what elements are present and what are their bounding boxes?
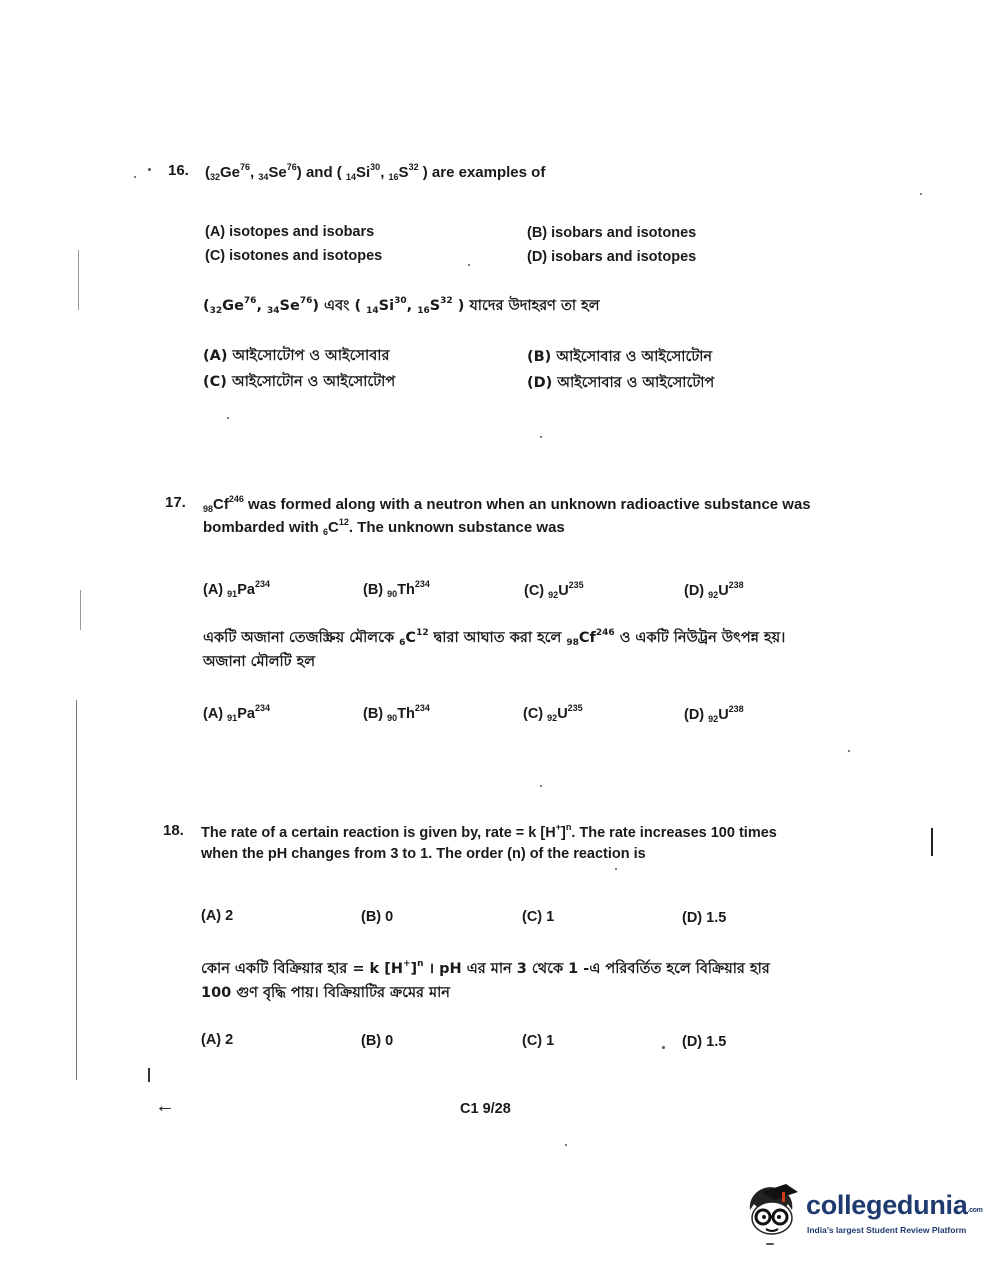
option-c-bn: (C) 1 [522,1033,555,1049]
left-arrow-icon: ← [155,1095,175,1117]
scan-mark [148,1068,150,1082]
option-c: (C) isotones and isotopes [205,248,383,264]
option-d-bn: (D) $_{92}U^{238}$ [684,704,744,724]
scan-speck [227,417,229,419]
option-d: (D) $_{92}U^{238}$ [684,580,744,600]
option-b-bn: (B) 0 [361,1033,394,1049]
scan-speck [615,868,617,870]
question-text-en-line2: bombarded with $_6C^{12}$. The unknown substance was [203,517,565,537]
option-b: (B) $_{90}Th^{234}$ [363,579,430,599]
option-c: (C) $_{92}U^{235}$ [524,580,584,600]
question-text-bn-line2: অজানা মৌলটি হল [203,654,316,670]
option-b: (B) isobars and isotones [527,225,697,241]
logo-tagline: India's largest Student Review Platform [807,1225,967,1235]
scan-speck [148,168,151,171]
option-b-bn: (B) $_{90}Th^{234}$ [363,703,430,723]
option-c-bn: (C) $_{92}U^{235}$ [523,703,583,723]
scan-speck [848,750,850,752]
page-number: C1 9/28 [460,1101,511,1117]
question-number: 17. [165,494,186,511]
option-d-bn: (D) আইসোবার ও আইসোটোপ [527,375,715,391]
scan-speck [920,193,922,195]
scan-speck [468,264,470,266]
scan-speck [565,1144,567,1146]
option-d-bn: (D) 1.5 [682,1034,727,1050]
collegedunia-logo: collegedunia.com [806,1190,983,1220]
option-a-bn: (A) 2 [201,1032,234,1048]
option-a-bn: (A) আইসোটোপ ও আইসোবার [203,348,390,364]
option-a: (A) 2 [201,908,234,924]
scan-speck [540,436,542,438]
scan-speck [662,1046,665,1049]
question-number: 18. [163,822,184,839]
option-c-bn: (C) আইসোটোন ও আইসোটোপ [203,374,396,390]
question-text-bn: ($_{32}Ge^{76}$, $_{34}Se^{76}$) এবং ( $_{14}Si^{30}$, $_{16}S^{32}$ ) যাদের উদাহরণ তা হল [203,296,600,316]
option-b: (B) 0 [361,909,394,925]
collegedunia-mascot-icon [744,1180,800,1238]
option-a: (A) isotopes and isobars [205,224,375,240]
question-text-en-line1: The rate of a certain reaction is given by, rate = k $[H^+]^n$. The rate increases 100 times [201,822,777,841]
option-d: (D) isobars and isotopes [527,249,697,265]
question-text-en-line1: $_{98}Cf^{246}$ was formed along with a neutron when an unknown radioactive substance was [203,494,811,514]
question-number: 16. [168,162,189,179]
option-b-bn: (B) আইসোবার ও আইসোটোন [527,349,713,365]
question-text-en-line2: when the pH changes from 3 to 1. The order (n) of the reaction is [201,846,646,862]
question-text-bn-line1: কোন একটি বিক্রিয়ার হার = k $[H^+]^n$ । pH এর মান 3 থেকে 1 -এ পরিবর্তিত হলে বিক্রিয়ার হার [201,959,770,977]
scan-speck [134,176,136,178]
question-text-bn-line1: একটি অজানা তেজস্ক্রিয় মৌলকে $_6C^{12}$ দ্বারা আঘাত করা হলে $_{98}Cf^{246}$ ও একটি নিউট্রন উৎপন্ন হয়। [203,628,786,648]
scan-mark [78,250,79,310]
scan-mark [80,590,81,630]
option-d: (D) 1.5 [682,910,727,926]
scan-mark [76,700,77,1080]
option-a: (A) $_{91}Pa^{234}$ [203,579,270,599]
question-text-bn-line2: 100 গুণ বৃদ্ধি পায়। বিক্রিয়াটির ক্রমের মান [201,985,450,1001]
question-text-en: ($_{32}Ge^{76}$, $_{34}Se^{76}$) and ( $_{14}Si^{30}$, $_{16}S^{32}$ ) are examples of [205,162,546,182]
scan-speck [766,1243,774,1245]
scan-speck [540,785,542,787]
scan-mark [931,828,933,856]
option-a-bn: (A) $_{91}Pa^{234}$ [203,703,270,723]
option-c: (C) 1 [522,909,555,925]
